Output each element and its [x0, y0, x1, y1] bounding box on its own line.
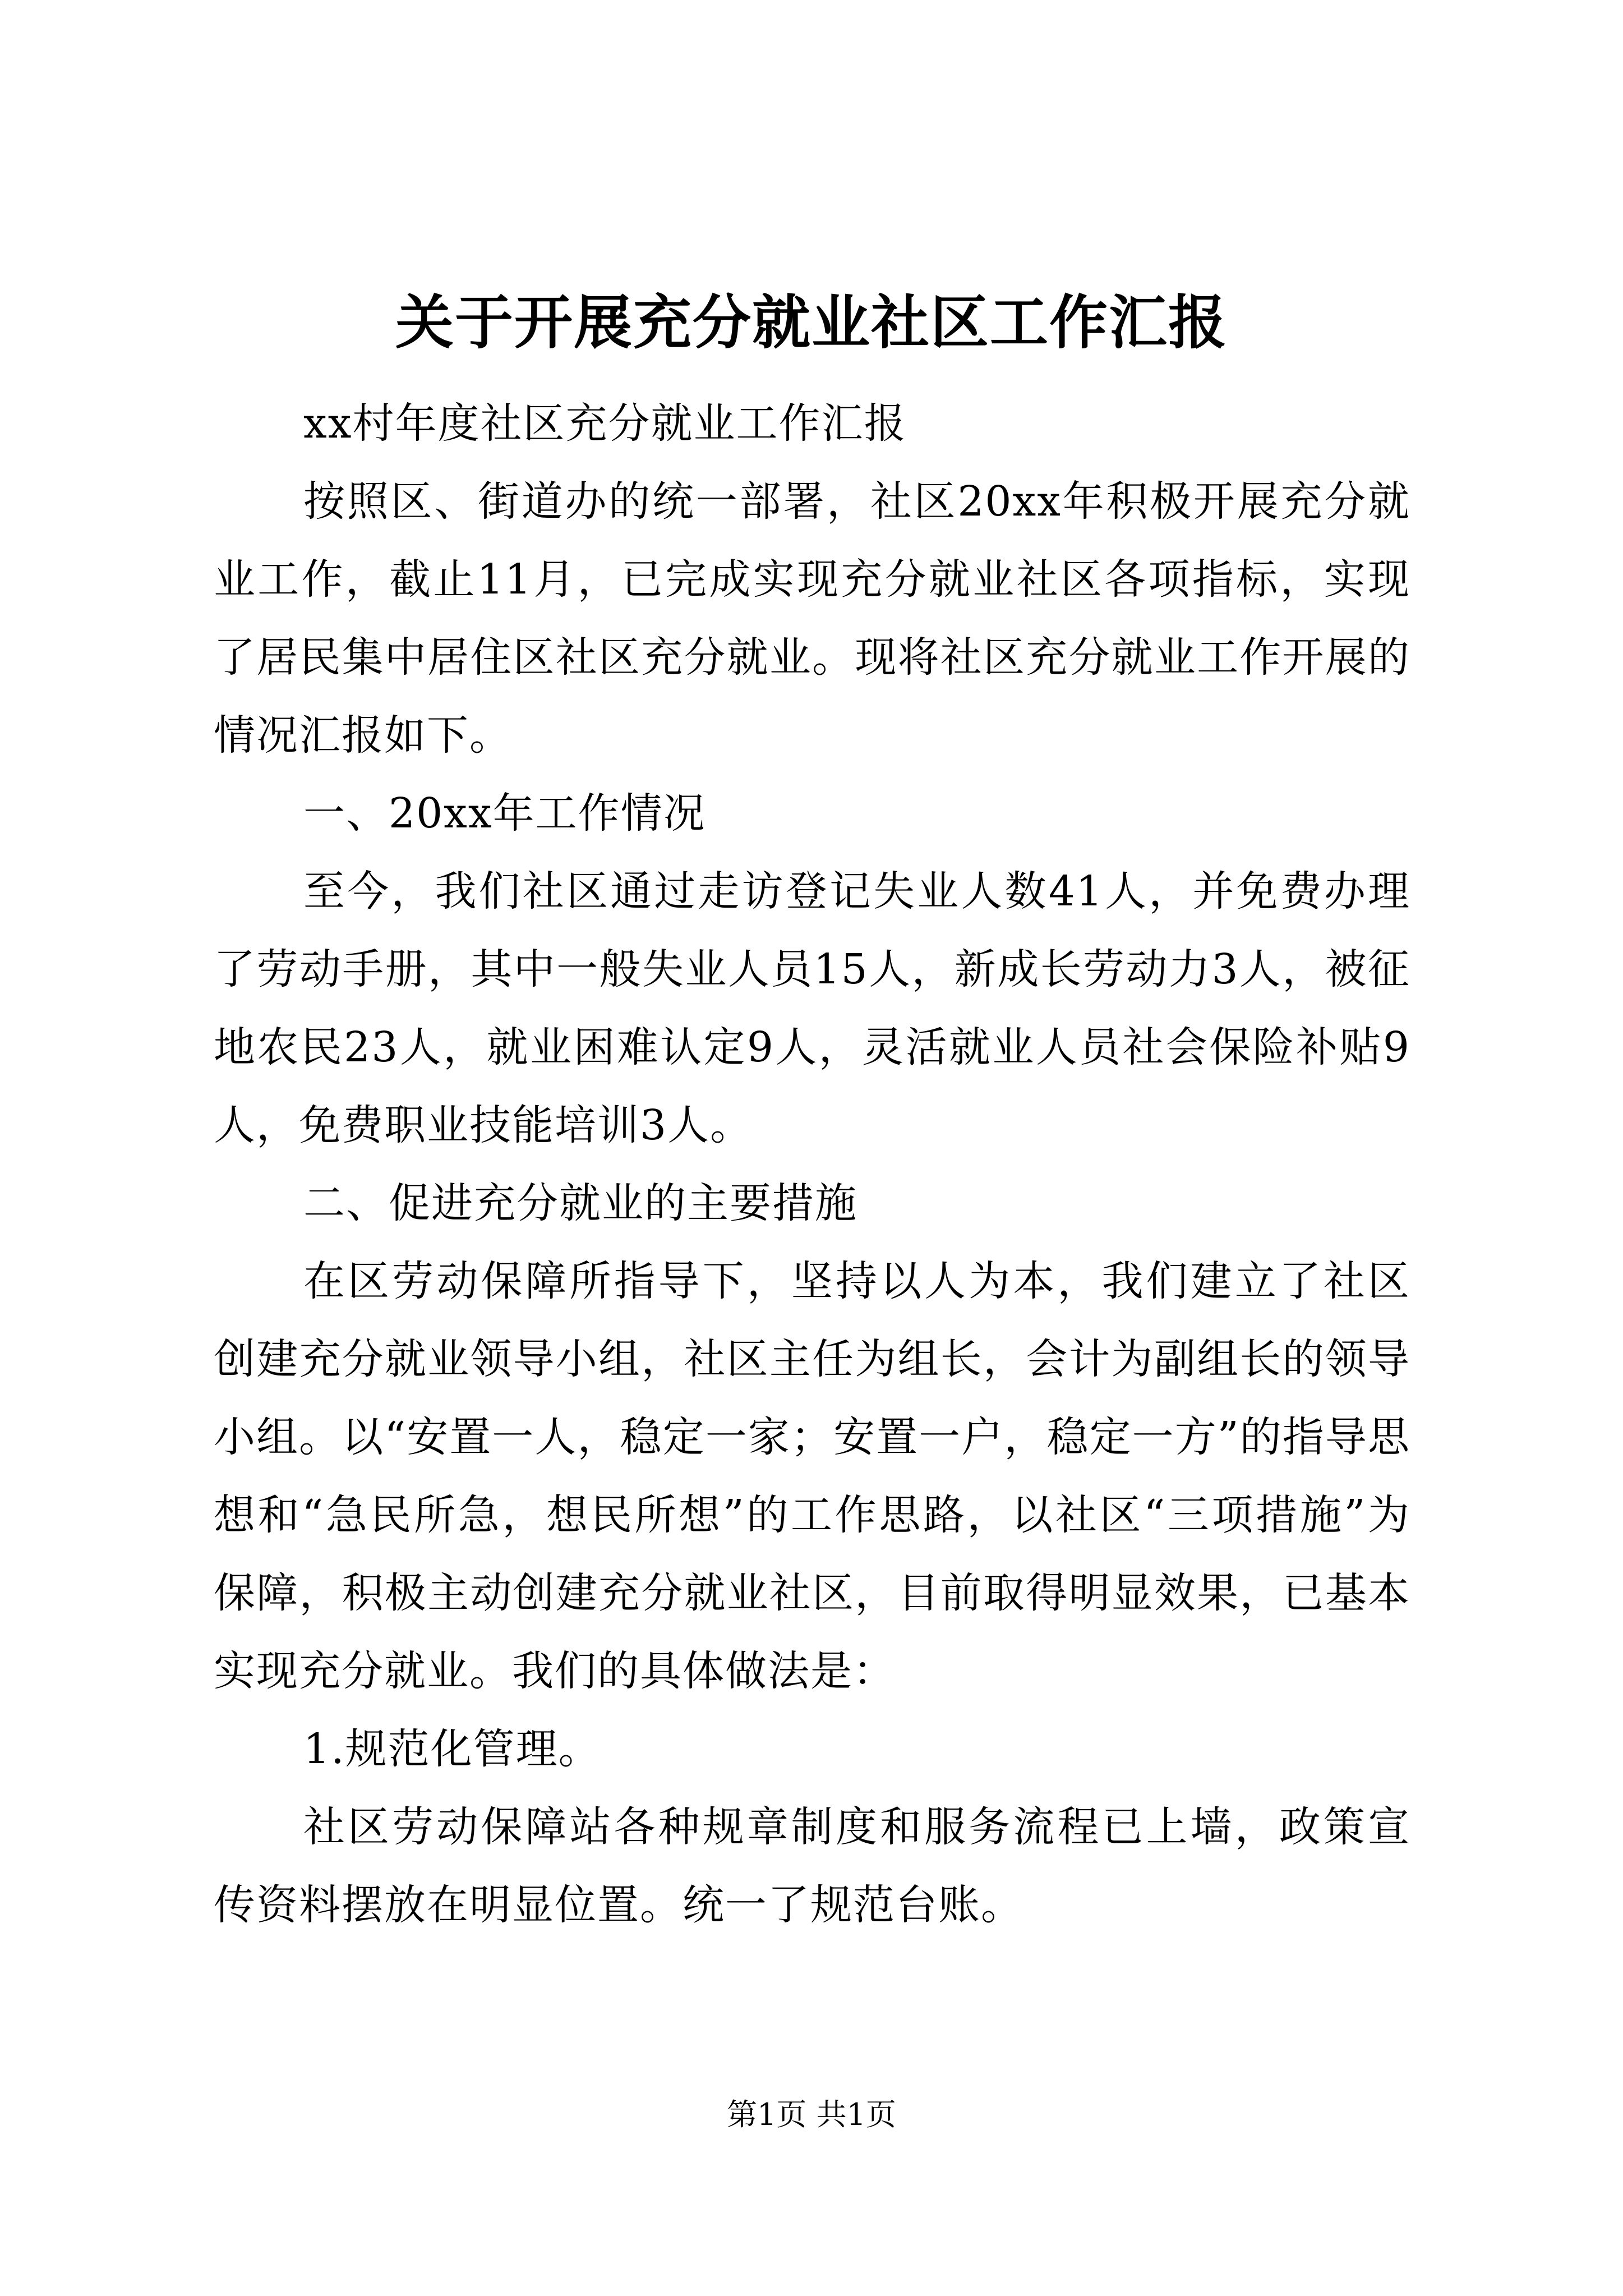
paragraph-management: 社区劳动保障站各种规章制度和服务流程已上墙，政策宣传资料摆放在明显位置。统一了规范台账。	[214, 1803, 1410, 1929]
document-title: 关于开展充分就业社区工作汇报	[395, 288, 1228, 357]
paragraph-subtitle: xx村年度社区充分就业工作汇报	[303, 399, 907, 448]
paragraph-measures: 在区劳动保障所指导下，坚持以人为本，我们建立了社区创建充分就业领导小组，社区主任为组长，会计为副组长的领导小组。以“安置一人，稳定一家；安置一户，稳定一方”的指导思想和“急民所急，想民所想”的工作思路，以社区“三项措施”为保障，积极主动创建充分就业社区，目前取得明显效果，已基本实现充分就业。我们的具体做法是：	[214, 1257, 1410, 1695]
section-heading-1: 一、20xx年工作情况	[303, 789, 706, 838]
section-heading-2: 二、促进充分就业的主要措施	[303, 1179, 857, 1227]
subheading-standardized-management: 1.规范化管理。	[303, 1725, 601, 1773]
paragraph-statistics: 至今，我们社区通过走访登记失业人数41人，并免费办理了劳动手册，其中一般失业人员15人，新成长劳动力3人，被征地农民23人，就业困难认定9人，灵活就业人员社会保险补贴9人，免费职业技能培训3人。	[214, 867, 1410, 1149]
document-body	[214, 385, 1410, 1944]
page-number-footer: 第1页 共1页	[727, 2097, 896, 2132]
paragraph-intro: 按照区、街道办的统一部署，社区20xx年积极开展充分就业工作，截止11月，已完成实现充分就业社区各项指标，实现了居民集中居住区社区充分就业。现将社区充分就业工作开展的情况汇报如下。	[214, 477, 1410, 760]
